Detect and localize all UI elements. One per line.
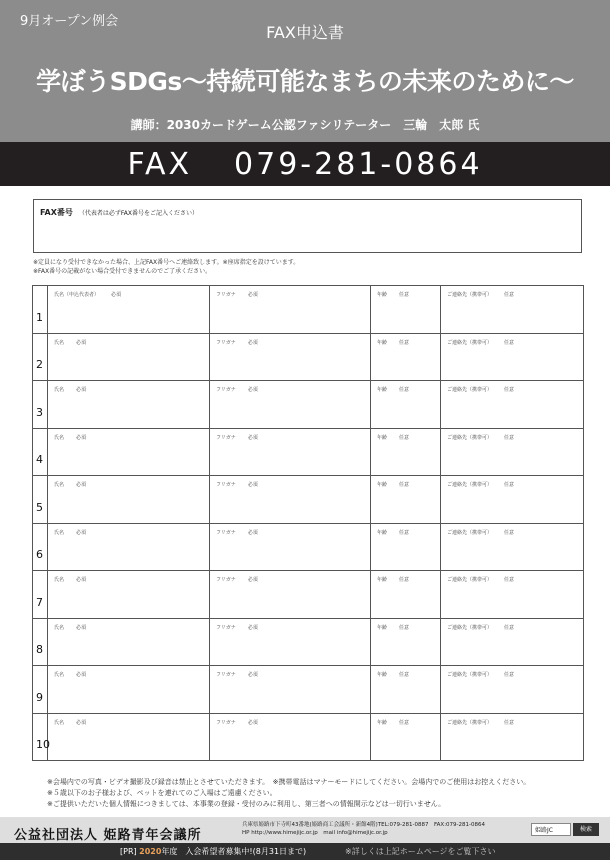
optional-label: 任意 bbox=[399, 529, 410, 536]
optional-label: 任意 bbox=[504, 577, 515, 583]
row-number: 3 bbox=[33, 381, 48, 429]
note-line: ※５歳以下のお子様および、ペットを連れてのご入場はご遠慮ください。 bbox=[47, 789, 277, 797]
cell-label: 年齢 bbox=[377, 387, 388, 393]
name-cell[interactable] bbox=[48, 666, 210, 714]
name-cell[interactable] bbox=[48, 286, 210, 334]
required-label: 必須 bbox=[247, 624, 258, 631]
cell-label: 氏名 bbox=[54, 624, 65, 631]
age-cell[interactable] bbox=[371, 476, 441, 524]
contact-cell[interactable] bbox=[441, 476, 584, 524]
recruit-message: 年度 入会希望者募集中!(8月31日まで) bbox=[161, 847, 307, 856]
optional-label: 任意 bbox=[399, 434, 410, 441]
note-line: ※FAX番号の記載がない場合受付できませんのでご了承ください。 bbox=[33, 268, 212, 275]
age-cell[interactable] bbox=[371, 428, 441, 476]
cell-label: 年齢 bbox=[377, 482, 388, 488]
cell-label: 氏名 bbox=[54, 482, 65, 488]
furigana-cell[interactable] bbox=[210, 618, 371, 666]
event-label: 9月オープン例会 bbox=[20, 14, 119, 29]
cell-label: 年齢 bbox=[377, 434, 388, 441]
cell-label: 氏名 bbox=[54, 529, 65, 536]
furigana-cell[interactable] bbox=[210, 333, 371, 381]
optional-label: 任意 bbox=[504, 292, 515, 298]
table-row bbox=[33, 286, 584, 334]
name-cell[interactable] bbox=[48, 381, 210, 429]
address: 兵庫県姫路市下寺町43番地(姫路商工会議所・新館4階)TEL:079-281-0887 FAX:079-281-0864 bbox=[242, 822, 486, 828]
cell-label: 氏名 bbox=[54, 672, 65, 678]
row-number: 1 bbox=[33, 286, 48, 334]
fax-label: FAX bbox=[127, 146, 193, 182]
table-row bbox=[33, 713, 584, 761]
furigana-cell[interactable] bbox=[210, 476, 371, 524]
row-number: 2 bbox=[33, 333, 48, 381]
cell-label: 年齢 bbox=[377, 339, 388, 346]
furigana-cell[interactable] bbox=[210, 286, 371, 334]
contact-cell[interactable] bbox=[441, 381, 584, 429]
cell-label: 年齢 bbox=[377, 672, 388, 678]
optional-label: 任意 bbox=[504, 339, 515, 346]
optional-label: 任意 bbox=[504, 672, 515, 678]
cell-label: ご連絡先（携帯可） bbox=[447, 387, 493, 393]
age-cell[interactable] bbox=[371, 666, 441, 714]
note-line: ※会場内での写真・ビデオ撮影及び録音は禁止とさせていただきます。 ※携帯電話はマナーモードにしてください。会場内でのご使用はお控えください。 bbox=[47, 778, 531, 786]
required-label: 必須 bbox=[76, 434, 87, 441]
name-cell[interactable] bbox=[48, 476, 210, 524]
required-label: 必須 bbox=[247, 387, 258, 393]
cell-label: 年齢 bbox=[377, 624, 388, 631]
fax-field-title: FAX番号 bbox=[40, 208, 73, 217]
row-number: 7 bbox=[33, 571, 48, 619]
table-row bbox=[33, 428, 584, 476]
cell-label: フリガナ bbox=[216, 292, 236, 298]
contact-cell[interactable] bbox=[441, 523, 584, 571]
row-number: 9 bbox=[33, 666, 48, 714]
organization-info bbox=[242, 821, 485, 837]
required-label: 必須 bbox=[76, 387, 87, 393]
furigana-cell[interactable] bbox=[210, 713, 371, 761]
age-cell[interactable] bbox=[371, 713, 441, 761]
required-label: 必須 bbox=[76, 577, 87, 583]
table-row bbox=[33, 618, 584, 666]
see-more-text: ※詳しくは上記ホームページをご覧下さい bbox=[345, 847, 496, 856]
required-label: 必須 bbox=[111, 292, 122, 298]
lecturer: 講師：2030カードゲーム公認ファシリテーター 三輪 太郎 氏 bbox=[130, 118, 480, 132]
optional-label: 任意 bbox=[504, 624, 515, 631]
table-row bbox=[33, 333, 584, 381]
cell-label: ご連絡先（携帯可） bbox=[447, 624, 493, 631]
required-label: 必須 bbox=[247, 577, 258, 583]
pr-tag: [PR] bbox=[120, 847, 137, 856]
row-number: 8 bbox=[33, 618, 48, 666]
optional-label: 任意 bbox=[399, 292, 410, 298]
fax-field-label bbox=[40, 207, 198, 218]
table-row bbox=[33, 476, 584, 524]
notes-bottom bbox=[47, 777, 530, 810]
cell-label: 氏名 bbox=[54, 339, 65, 346]
name-cell[interactable] bbox=[48, 571, 210, 619]
required-label: 必須 bbox=[76, 719, 87, 726]
organization-name: 公益社団法人 姫路青年会議所 bbox=[14, 828, 202, 843]
furigana-cell[interactable] bbox=[210, 571, 371, 619]
cell-label: 氏名（申込代表者） bbox=[54, 292, 100, 298]
row-number: 10 bbox=[33, 713, 48, 761]
recruit-bar bbox=[0, 843, 610, 860]
fax-number: 079-281-0864 bbox=[234, 146, 483, 182]
furigana-cell[interactable] bbox=[210, 666, 371, 714]
optional-label: 任意 bbox=[504, 482, 515, 488]
required-label: 必須 bbox=[76, 624, 87, 631]
optional-label: 任意 bbox=[504, 529, 515, 536]
table-row bbox=[33, 666, 584, 714]
cell-label: フリガナ bbox=[216, 529, 236, 536]
cell-label: ご連絡先（携帯可） bbox=[447, 482, 493, 488]
cell-label: フリガナ bbox=[216, 482, 236, 488]
required-label: 必須 bbox=[247, 482, 258, 488]
cell-label: フリガナ bbox=[216, 387, 236, 393]
cell-label: ご連絡先（携帯可） bbox=[447, 292, 493, 298]
name-cell[interactable] bbox=[48, 523, 210, 571]
cell-label: 氏名 bbox=[54, 577, 65, 583]
age-cell[interactable] bbox=[371, 333, 441, 381]
contact-cell[interactable] bbox=[441, 713, 584, 761]
name-cell[interactable] bbox=[48, 333, 210, 381]
optional-label: 任意 bbox=[399, 387, 410, 393]
table-row bbox=[33, 571, 584, 619]
optional-label: 任意 bbox=[399, 482, 410, 488]
optional-label: 任意 bbox=[504, 434, 515, 441]
contact-cell[interactable] bbox=[441, 618, 584, 666]
cell-label: フリガナ bbox=[216, 577, 236, 583]
optional-label: 任意 bbox=[504, 387, 515, 393]
cell-label: フリガナ bbox=[216, 719, 236, 726]
optional-label: 任意 bbox=[399, 339, 410, 346]
note-line: ※定員になり受付できなかった場合、上記FAX番号へご連絡致します。※座席指定を設けています。 bbox=[33, 259, 300, 266]
cell-label: 年齢 bbox=[377, 529, 388, 536]
cell-label: 年齢 bbox=[377, 292, 388, 298]
cell-label: 年齢 bbox=[377, 577, 388, 583]
required-label: 必須 bbox=[76, 339, 87, 346]
cell-label: フリガナ bbox=[216, 339, 236, 346]
age-cell[interactable] bbox=[371, 523, 441, 571]
cell-label: フリガナ bbox=[216, 434, 236, 441]
cell-label: ご連絡先（携帯可） bbox=[447, 434, 493, 441]
optional-label: 任意 bbox=[504, 719, 515, 726]
age-cell[interactable] bbox=[371, 381, 441, 429]
age-cell[interactable] bbox=[371, 571, 441, 619]
required-label: 必須 bbox=[247, 292, 258, 298]
notes-top bbox=[33, 258, 299, 276]
furigana-cell[interactable] bbox=[210, 428, 371, 476]
cell-label: 氏名 bbox=[54, 434, 65, 441]
form-title: FAX申込書 bbox=[266, 23, 344, 42]
entry-table bbox=[32, 285, 584, 761]
seminar-title: 学ぼうSDGs～持続可能なまちの未来のために～ bbox=[36, 67, 574, 96]
furigana-cell[interactable] bbox=[210, 381, 371, 429]
required-label: 必須 bbox=[247, 339, 258, 346]
organization-bar bbox=[0, 817, 610, 843]
age-cell[interactable] bbox=[371, 618, 441, 666]
contact-cell[interactable] bbox=[441, 666, 584, 714]
table-row bbox=[33, 523, 584, 571]
name-cell[interactable] bbox=[48, 428, 210, 476]
required-label: 必須 bbox=[76, 529, 87, 536]
furigana-cell[interactable] bbox=[210, 523, 371, 571]
optional-label: 任意 bbox=[399, 672, 410, 678]
contact-cell[interactable] bbox=[441, 286, 584, 334]
required-label: 必須 bbox=[76, 482, 87, 488]
table-row bbox=[33, 381, 584, 429]
required-label: 必須 bbox=[247, 529, 258, 536]
contact-cell[interactable] bbox=[441, 571, 584, 619]
fax-banner bbox=[0, 142, 610, 186]
contact-cell[interactable] bbox=[441, 428, 584, 476]
name-cell[interactable] bbox=[48, 713, 210, 761]
optional-label: 任意 bbox=[399, 577, 410, 583]
recruit-text bbox=[120, 843, 306, 860]
row-number: 6 bbox=[33, 523, 48, 571]
age-cell[interactable] bbox=[371, 286, 441, 334]
search-input[interactable]: 姫路JC bbox=[531, 823, 571, 836]
required-label: 必須 bbox=[76, 672, 87, 678]
row-number: 5 bbox=[33, 476, 48, 524]
optional-label: 任意 bbox=[399, 624, 410, 631]
cell-label: ご連絡先（携帯可） bbox=[447, 672, 493, 678]
row-number: 4 bbox=[33, 428, 48, 476]
web-info: HP http://www.himejijc.or.jp mail info@himejijc.or.jp bbox=[242, 830, 388, 836]
optional-label: 任意 bbox=[399, 719, 410, 726]
cell-label: フリガナ bbox=[216, 624, 236, 631]
cell-label: 氏名 bbox=[54, 719, 65, 726]
fax-field-hint: （代表者は必ずFAX番号をご記入ください） bbox=[78, 210, 199, 217]
cell-label: ご連絡先（携帯可） bbox=[447, 339, 493, 346]
header bbox=[0, 0, 610, 142]
recruit-year: 2020 bbox=[139, 847, 162, 856]
contact-cell[interactable] bbox=[441, 333, 584, 381]
required-label: 必須 bbox=[247, 434, 258, 441]
cell-label: ご連絡先（携帯可） bbox=[447, 529, 493, 536]
cell-label: ご連絡先（携帯可） bbox=[447, 719, 493, 726]
cell-label: ご連絡先（携帯可） bbox=[447, 577, 493, 583]
required-label: 必須 bbox=[247, 719, 258, 726]
cell-label: 年齢 bbox=[377, 719, 388, 726]
fax-number-field[interactable] bbox=[33, 199, 582, 253]
cell-label: 氏名 bbox=[54, 387, 65, 393]
cell-label: フリガナ bbox=[216, 672, 236, 678]
note-line: ※ご提供いただいた個人情報につきましては、本事業の登録・受付のみに利用し、第三者への情報開示などは一切行いません。 bbox=[47, 800, 446, 808]
search-button[interactable]: 検索 bbox=[573, 823, 599, 836]
required-label: 必須 bbox=[247, 672, 258, 678]
name-cell[interactable] bbox=[48, 618, 210, 666]
